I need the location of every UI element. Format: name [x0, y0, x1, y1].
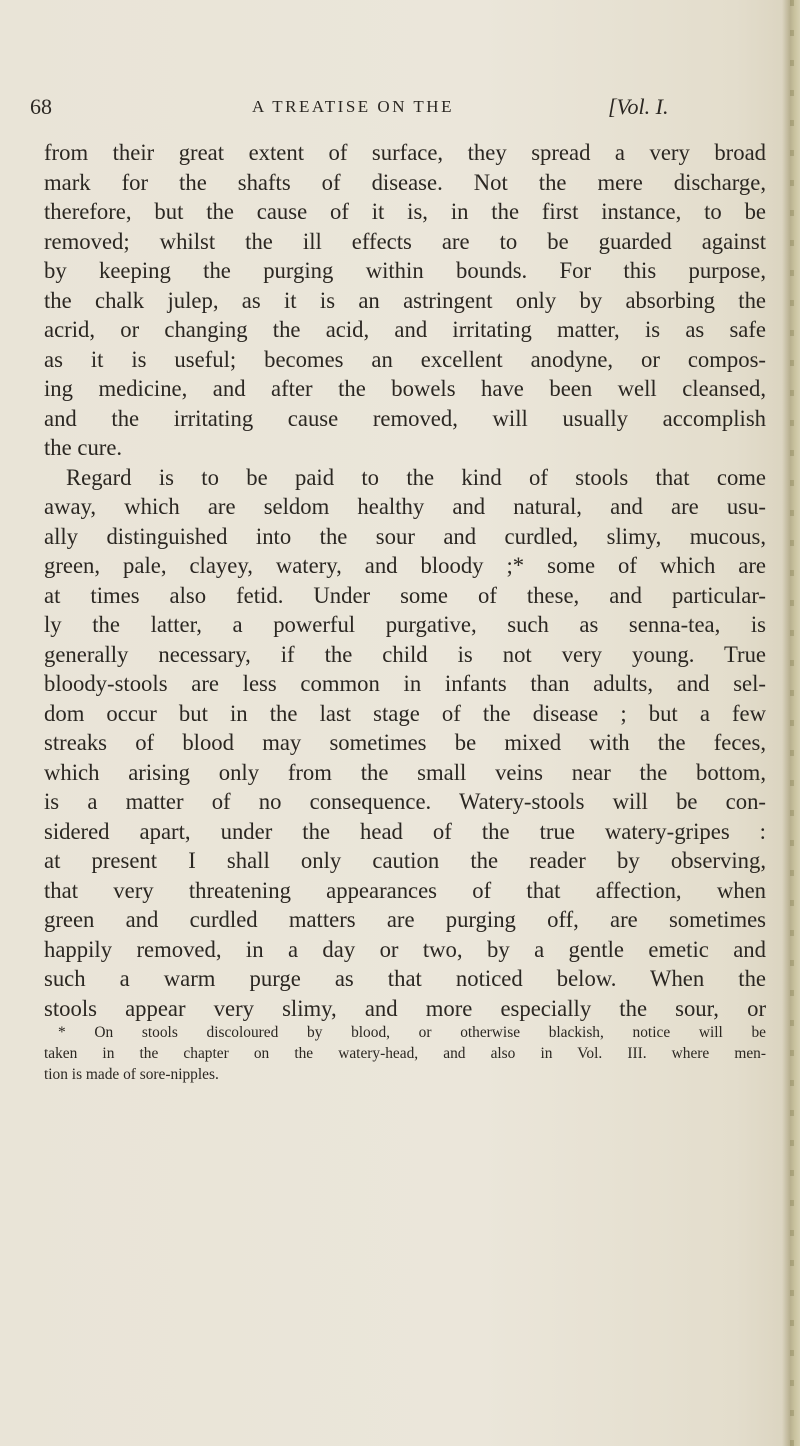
- footnote: [44, 1022, 766, 1085]
- text-line: dom occur but in the last stage of the disease ; but a few: [44, 700, 766, 726]
- text-line: the chalk julep, as it is an astringent only by absorbing the: [44, 287, 766, 313]
- text-line: ing medicine, and after the bowels have been well cleansed,: [44, 376, 766, 401]
- text-line: and the irritating cause removed, will usually accomplish: [44, 405, 766, 431]
- text-line: which arising only from the small veins near the bottom,: [44, 759, 766, 785]
- text-line: at times also fetid. Under some of these, and particular-: [44, 582, 766, 608]
- text-line: therefore, but the cause of it is, in the first instance, to be: [44, 199, 766, 224]
- text-line: Regard is to be paid to the kind of stools that come: [66, 464, 766, 490]
- text-line: removed; whilst the ill effects are to be guarded against: [44, 228, 766, 254]
- footnote-line: tion is made of sore-nipples.: [44, 1066, 219, 1083]
- text-line: by keeping the purging within bounds. For this purpose,: [44, 258, 766, 283]
- text-line: sidered apart, under the head of the true watery-gripes :: [44, 818, 766, 844]
- volume-label: [Vol. I.: [608, 94, 669, 119]
- text-line: mark for the shafts of disease. Not the mere discharge,: [44, 169, 766, 195]
- text-line: stools appear very slimy, and more especially the sour, or: [44, 995, 766, 1021]
- text-line: is a matter of no consequence. Watery-stools will be con-: [44, 789, 766, 814]
- text-line: as it is useful; becomes an excellent anodyne, or compos-: [44, 346, 766, 372]
- text-line: ly the latter, a powerful purgative, such as senna-tea, is: [44, 612, 766, 637]
- page-edge-texture: [790, 0, 794, 1446]
- running-title: A TREATISE ON THE: [252, 97, 454, 116]
- text-line: such a warm purge as that noticed below. When the: [44, 966, 766, 991]
- text-line: that very threatening appearances of that affection, when: [44, 877, 766, 903]
- footnote-line: * On stools discoloured by blood, or otherwise blackish, notice will be: [58, 1024, 766, 1041]
- text-line: green and curdled matters are purging off, are sometimes: [44, 907, 766, 932]
- text-line: green, pale, clayey, watery, and bloody ;* some of which are: [44, 553, 766, 578]
- text-line: the cure.: [44, 435, 123, 460]
- text-line: from their great extent of surface, they spread a very broad: [44, 140, 766, 165]
- text-line: at present I shall only caution the reader by observing,: [44, 848, 766, 873]
- page-number: 68: [30, 94, 52, 119]
- text-line: generally necessary, if the child is not very young. True: [44, 641, 766, 667]
- text-line: ally distinguished into the sour and curdled, slimy, mucous,: [44, 523, 766, 549]
- running-header: [30, 94, 770, 124]
- text-line: happily removed, in a day or two, by a gentle emetic and: [44, 936, 766, 962]
- footnote-line: taken in the chapter on the watery-head, and also in Vol. III. where men-: [44, 1045, 766, 1062]
- body-text: [44, 138, 766, 1023]
- text-line: acrid, or changing the acid, and irritating matter, is as safe: [44, 317, 766, 342]
- text-line: away, which are seldom healthy and natural, and are usu-: [44, 494, 766, 519]
- text-line: streaks of blood may sometimes be mixed with the feces,: [44, 730, 766, 755]
- text-line: bloody-stools are less common in infants than adults, and sel-: [44, 671, 766, 696]
